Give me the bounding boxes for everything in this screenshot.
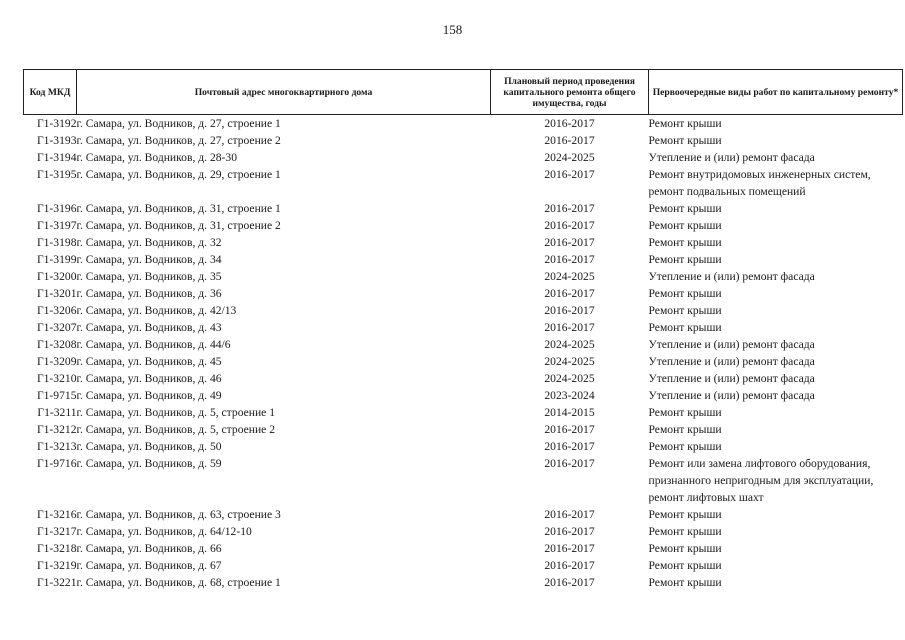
page-number: 158 <box>442 22 463 37</box>
cell-address: г. Самара, ул. Водников, д. 46 <box>76 372 222 385</box>
cell-period: 2016-2017 <box>544 525 595 538</box>
cell-code: Г1-3209 <box>36 355 77 368</box>
work-item: признанного непригодным для эксплуатации, <box>648 474 874 487</box>
cell-period: 2024-2025 <box>544 151 595 164</box>
cell-address: г. Самара, ул. Водников, д. 44/6 <box>76 338 231 351</box>
cell-code: Г1-3197 <box>36 219 77 232</box>
work-item: ремонт лифтовых шахт <box>648 491 764 504</box>
cell-code: Г1-3199 <box>36 253 77 266</box>
header-works: Первоочередные виды работ по капитальному ремонту* <box>649 70 903 115</box>
capital-repair-table <box>23 69 903 591</box>
work-item: Ремонт крыши <box>648 559 722 572</box>
cell-period: 2016-2017 <box>544 202 595 215</box>
work-item: Ремонт крыши <box>648 508 722 521</box>
table-row <box>24 166 903 200</box>
header-code: Код МКД <box>24 70 77 115</box>
cell-period: 2024-2025 <box>544 372 595 385</box>
cell-works <box>649 404 903 421</box>
cell-works <box>649 336 903 353</box>
work-item: Ремонт крыши <box>648 287 722 300</box>
cell-code: Г1-3210 <box>36 372 77 385</box>
work-item: Утепление и (или) ремонт фасада <box>648 151 815 164</box>
table-row <box>24 268 903 285</box>
table-row <box>24 455 903 506</box>
table-row <box>24 149 903 166</box>
cell-code: Г1-3216 <box>36 508 77 521</box>
table-row <box>24 523 903 540</box>
cell-code: Г1-3219 <box>36 559 77 572</box>
cell-works <box>649 149 903 166</box>
cell-address: г. Самара, ул. Водников, д. 49 <box>76 389 222 402</box>
table-row <box>24 557 903 574</box>
cell-period: 2016-2017 <box>544 440 595 453</box>
cell-works <box>649 319 903 336</box>
cell-address: г. Самара, ул. Водников, д. 67 <box>76 559 222 572</box>
table-row <box>24 387 903 404</box>
cell-address: г. Самара, ул. Водников, д. 29, строение 1 <box>76 168 281 181</box>
cell-works <box>649 387 903 404</box>
table-row <box>24 506 903 523</box>
cell-period: 2016-2017 <box>544 559 595 572</box>
cell-code: Г1-3198 <box>36 236 77 249</box>
cell-code: Г1-3211 <box>37 406 77 419</box>
cell-period: 2016-2017 <box>544 236 595 249</box>
cell-works <box>649 455 903 506</box>
table-header-row <box>24 70 903 115</box>
cell-code: Г1-3212 <box>36 423 77 436</box>
cell-period: 2016-2017 <box>544 134 595 147</box>
cell-address: г. Самара, ул. Водников, д. 63, строение 3 <box>76 508 281 521</box>
table-row <box>24 319 903 336</box>
cell-period: 2016-2017 <box>544 287 595 300</box>
cell-address: г. Самара, ул. Водников, д. 35 <box>76 270 222 283</box>
cell-period: 2024-2025 <box>544 355 595 368</box>
table-row <box>24 234 903 251</box>
table-row <box>24 302 903 319</box>
table-row <box>24 574 903 591</box>
cell-period: 2016-2017 <box>544 423 595 436</box>
cell-address: г. Самара, ул. Водников, д. 31, строение 2 <box>76 219 281 232</box>
cell-address: г. Самара, ул. Водников, д. 28-30 <box>76 151 237 164</box>
table-row <box>24 200 903 217</box>
cell-period: 2016-2017 <box>544 457 595 470</box>
cell-works <box>649 285 903 302</box>
cell-address: г. Самара, ул. Водников, д. 59 <box>76 457 222 470</box>
cell-code: Г1-3194 <box>36 151 77 164</box>
cell-works <box>649 200 903 217</box>
work-item: Ремонт крыши <box>648 440 722 453</box>
table-row <box>24 353 903 370</box>
table-row <box>24 404 903 421</box>
cell-works <box>649 506 903 523</box>
cell-address: г. Самара, ул. Водников, д. 43 <box>76 321 222 334</box>
cell-address: г. Самара, ул. Водников, д. 32 <box>76 236 222 249</box>
table-row <box>24 285 903 302</box>
cell-code: Г1-3200 <box>36 270 77 283</box>
work-item: Ремонт крыши <box>648 219 722 232</box>
cell-address: г. Самара, ул. Водников, д. 5, строение 2 <box>76 423 276 436</box>
cell-works <box>649 251 903 268</box>
cell-code: Г1-3218 <box>36 542 77 555</box>
work-item: Ремонт крыши <box>648 253 722 266</box>
cell-period: 2023-2024 <box>544 389 595 402</box>
work-item: Ремонт внутридомовых инженерных систем, <box>648 168 871 181</box>
work-item: Ремонт крыши <box>648 576 722 589</box>
work-item: Ремонт крыши <box>648 406 722 419</box>
cell-works <box>649 302 903 319</box>
work-item: Ремонт крыши <box>648 321 722 334</box>
cell-address: г. Самара, ул. Водников, д. 64/12-10 <box>76 525 252 538</box>
cell-works <box>649 268 903 285</box>
cell-period: 2016-2017 <box>544 321 595 334</box>
cell-code: Г1-3221 <box>36 576 77 589</box>
cell-code: Г1-3217 <box>36 525 77 538</box>
work-item: Ремонт крыши <box>648 423 722 436</box>
cell-code: Г1-9715 <box>36 389 77 402</box>
cell-works <box>649 557 903 574</box>
cell-period: 2014-2015 <box>544 406 595 419</box>
cell-period: 2016-2017 <box>544 542 595 555</box>
cell-address: г. Самара, ул. Водников, д. 34 <box>76 253 222 266</box>
work-item: Утепление и (или) ремонт фасада <box>648 372 815 385</box>
cell-period: 2016-2017 <box>544 576 595 589</box>
cell-address: г. Самара, ул. Водников, д. 31, строение 1 <box>76 202 281 215</box>
work-item: Ремонт крыши <box>648 304 722 317</box>
cell-address: г. Самара, ул. Водников, д. 27, строение 2 <box>76 134 281 147</box>
table-row <box>24 421 903 438</box>
cell-period: 2016-2017 <box>544 253 595 266</box>
header-period: Плановый период проведения капитального ремонта общего имущества, годы <box>491 70 649 115</box>
cell-address: г. Самара, ул. Водников, д. 50 <box>76 440 222 453</box>
cell-works <box>649 115 903 133</box>
cell-code: Г1-3192 <box>36 117 77 130</box>
cell-code: Г1-3206 <box>36 304 77 317</box>
cell-works <box>649 540 903 557</box>
table-row <box>24 370 903 387</box>
work-item: Ремонт крыши <box>648 117 722 130</box>
work-item: Ремонт или замена лифтового оборудования, <box>648 457 871 470</box>
cell-address: г. Самара, ул. Водников, д. 68, строение 1 <box>76 576 281 589</box>
cell-period: 2024-2025 <box>544 270 595 283</box>
cell-works <box>649 132 903 149</box>
table-row <box>24 540 903 557</box>
cell-address: г. Самара, ул. Водников, д. 36 <box>76 287 222 300</box>
work-item: Утепление и (или) ремонт фасада <box>648 389 815 402</box>
cell-code: Г1-9716 <box>36 457 77 470</box>
cell-period: 2016-2017 <box>544 117 595 130</box>
table-body <box>24 115 903 592</box>
cell-code: Г1-3193 <box>36 134 77 147</box>
work-item: Ремонт крыши <box>648 202 722 215</box>
cell-period: 2016-2017 <box>544 304 595 317</box>
cell-code: Г1-3201 <box>36 287 77 300</box>
cell-code: Г1-3195 <box>36 168 77 181</box>
work-item: ремонт подвальных помещений <box>648 185 806 198</box>
cell-works <box>649 438 903 455</box>
cell-works <box>649 353 903 370</box>
cell-period: 2024-2025 <box>544 338 595 351</box>
header-address: Почтовый адрес многоквартирного дома <box>77 70 491 115</box>
cell-code: Г1-3207 <box>36 321 77 334</box>
work-item: Утепление и (или) ремонт фасада <box>648 270 815 283</box>
table-row <box>24 438 903 455</box>
work-item: Ремонт крыши <box>648 134 722 147</box>
table-row <box>24 336 903 353</box>
cell-works <box>649 217 903 234</box>
cell-works <box>649 234 903 251</box>
cell-code: Г1-3213 <box>36 440 77 453</box>
cell-address: г. Самара, ул. Водников, д. 27, строение 1 <box>76 117 281 130</box>
cell-works <box>649 574 903 591</box>
cell-period: 2016-2017 <box>544 508 595 521</box>
work-item: Ремонт крыши <box>648 542 722 555</box>
work-item: Ремонт крыши <box>648 525 722 538</box>
cell-address: г. Самара, ул. Водников, д. 42/13 <box>76 304 237 317</box>
cell-works <box>649 421 903 438</box>
work-item: Ремонт крыши <box>648 236 722 249</box>
cell-works <box>649 370 903 387</box>
table-row <box>24 251 903 268</box>
table-row <box>24 115 903 133</box>
work-item: Утепление и (или) ремонт фасада <box>648 355 815 368</box>
cell-code: Г1-3208 <box>36 338 77 351</box>
cell-address: г. Самара, ул. Водников, д. 66 <box>76 542 222 555</box>
work-item: Утепление и (или) ремонт фасада <box>648 338 815 351</box>
cell-works <box>649 166 903 200</box>
table-row <box>24 217 903 234</box>
cell-period: 2016-2017 <box>544 219 595 232</box>
cell-address: г. Самара, ул. Водников, д. 45 <box>76 355 222 368</box>
cell-works <box>649 523 903 540</box>
cell-code: Г1-3196 <box>36 202 77 215</box>
table-row <box>24 132 903 149</box>
cell-address: г. Самара, ул. Водников, д. 5, строение 1 <box>76 406 276 419</box>
cell-period: 2016-2017 <box>544 168 595 181</box>
